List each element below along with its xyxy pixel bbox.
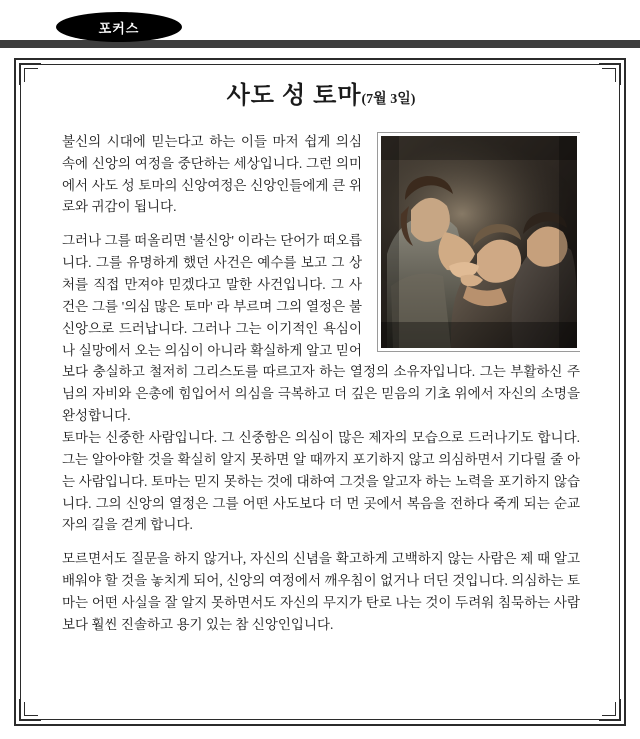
- section-tag-label: 포커스: [98, 20, 140, 36]
- header-rule: [0, 40, 640, 48]
- page-title-date: (7월 3일): [361, 92, 416, 107]
- page-title-main: 사도 성 토마: [226, 83, 362, 109]
- article-content: [62, 82, 580, 706]
- frame-corner-bottom-left: [19, 699, 41, 721]
- article-paragraph-2: 그러나 그를 떠올리면 '불신앙' 이라는 단어가 떠오릅니다. 그를 유명하게 했던 사건은 예수를 보고 그 상처를 직접 만져야 믿겠다고 말한 사건입니다. 그 사건은 그를 '의심 많은 토마' 라 부르며 그의 열정은 불신앙으로 드러납니다. 그러나 그는 이기적인 욕심이나 실망에서 오는 의심이 아니라 확실하게 알고 믿어 보다 충실하고 철저히 그리스도를 따르고자 하는 열정의 소유자입니다. 그는 부활하신 주님의 자비와 은총에 힘입어서 의심을 극복하고 더 깊은 믿음의 기초 위에서 자신의 소명을 완성합니다.: [62, 233, 580, 424]
- frame-corner-bottom-right: [599, 699, 621, 721]
- frame-corner-top-left: [19, 63, 41, 85]
- section-tag-badge: [56, 12, 182, 42]
- frame-corner-top-right: [599, 63, 621, 85]
- article-frame: [14, 58, 626, 726]
- article-paragraph-3: 토마는 신중한 사람입니다. 그 신중함은 의심이 많은 제자의 모습으로 드러나기도 합니다. 그는 알아야할 것을 확실히 알지 못하면 알 때까지 포기하지 않고 의심하면서 기다릴 줄 아는 사람입니다. 토마는 믿지 못하는 것에 대하여 그것을 알고자 하는 노력을 포기하지 않습니다. 그의 신앙의 열정은 그를 어떤 사도보다 더 먼 곳에서 복음을 전하다 죽게 되는 순교자의 길을 걷게 합니다.: [62, 429, 580, 533]
- article-illustration: [378, 133, 580, 351]
- article-paragraph-4: 모르면서도 질문을 하지 않거나, 자신의 신념을 확고하게 고백하지 않는 사람은 제 때 알고 배워야 할 것을 놓치게 되어, 신앙의 여정에서 깨우침이 없거나 더딘 것입니다. 의심하는 토마는 어떤 사실을 잘 알지 못하면서도 자신의 무지가 탄로 나는 것이 두려워 침묵하는 사람보다 훨씬 진솔하고 용기 있는 참 신앙인입니다.: [62, 551, 580, 632]
- page-header: [0, 0, 640, 52]
- intro-block: [62, 131, 580, 427]
- article-paragraph-1: 불신의 시대에 믿는다고 하는 이들 마저 쉽게 의심 속에 신앙의 여정을 중단하는 세상입니다. 그런 의미에서 사도 성 토마의 신앙여정은 신앙인들에게 큰 위로와 귀감이 됩니다.: [62, 133, 362, 215]
- page-title: [62, 82, 580, 111]
